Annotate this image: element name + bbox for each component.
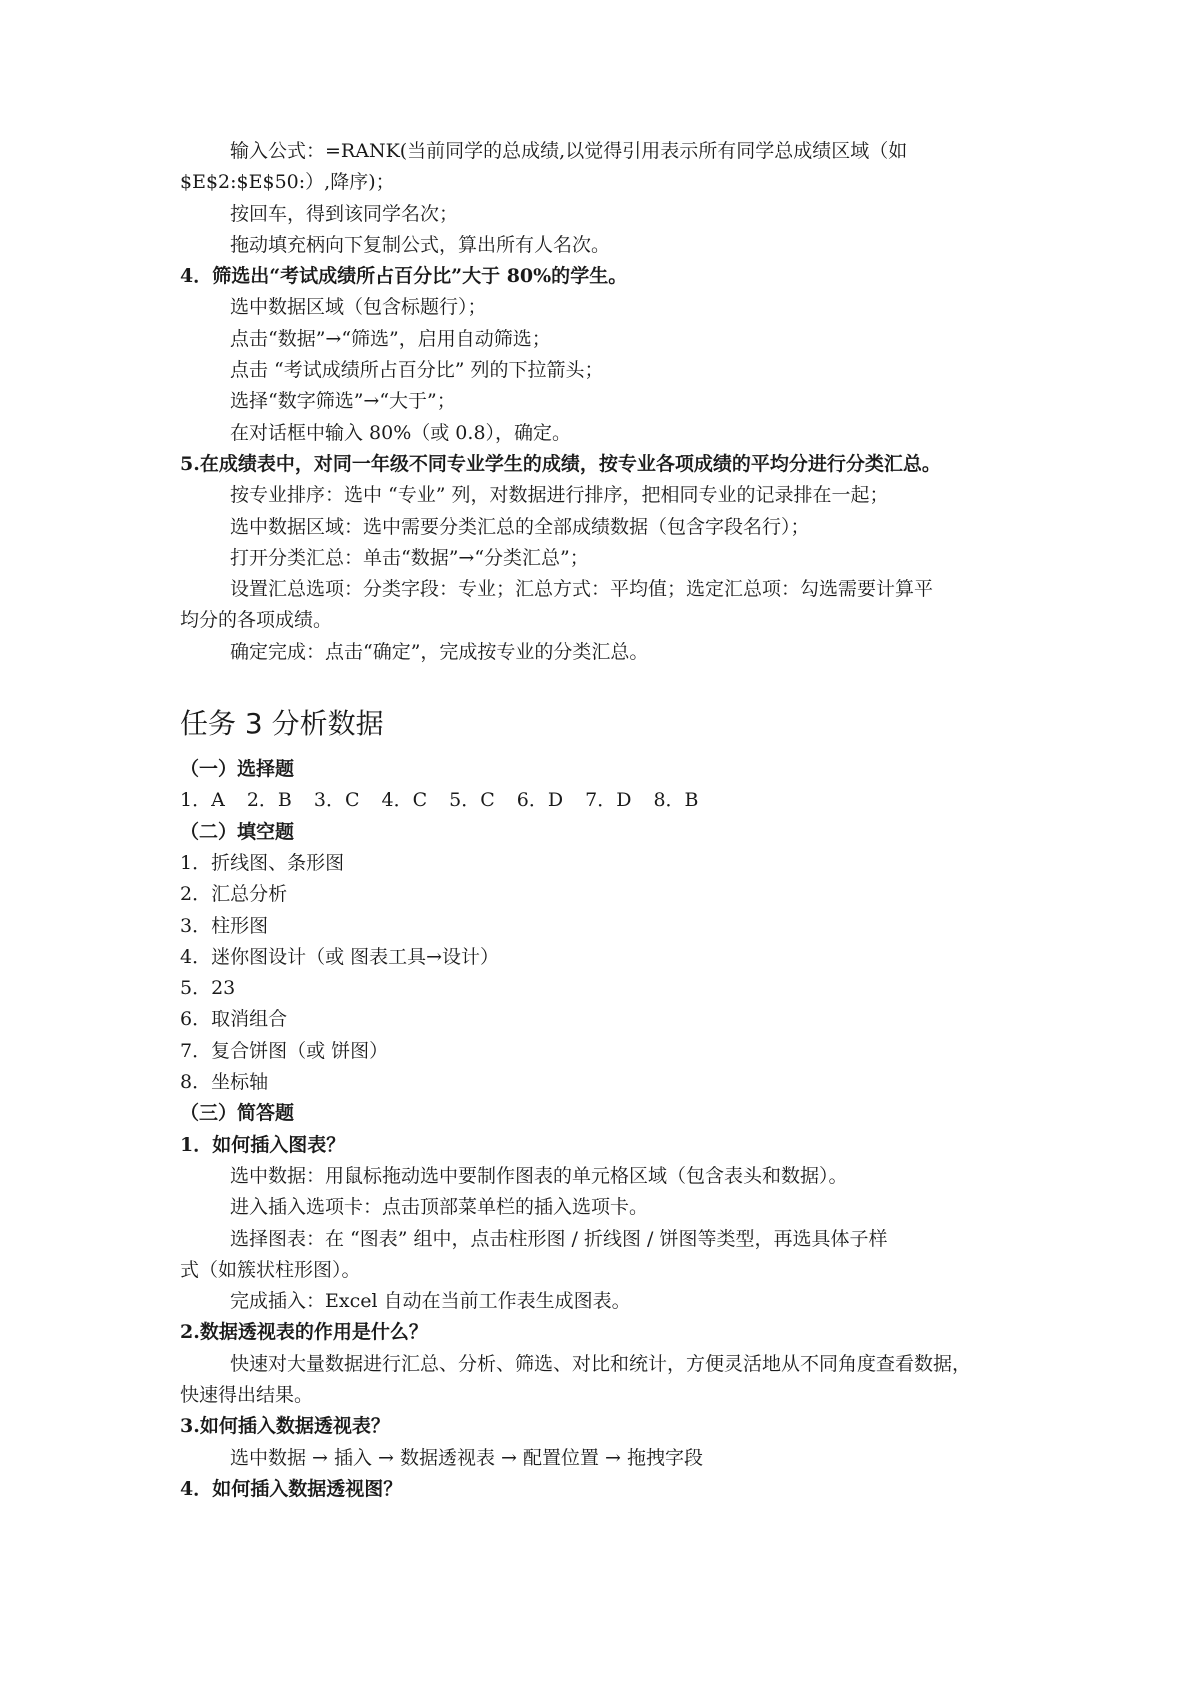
task3-text-line: 选择图表：在 “图表” 组中，点击柱形图 / 折线图 / 饼图等类型，再选具体子样	[230, 1227, 888, 1250]
task3-text-line: 式（如簇状柱形图）。	[180, 1258, 361, 1281]
choice-answer: 7．D	[585, 789, 632, 812]
task3-text-line: 选中数据：用鼠标拖动选中要制作图表的单元格区域（包含表头和数据）。	[230, 1164, 848, 1187]
choice-answer: 3．C	[313, 789, 360, 812]
choice-answer: 2．B	[246, 789, 292, 812]
task3-text-line: 3．柱形图	[180, 914, 269, 937]
previous-text-line: 选中数据区域：选中需要分类汇总的全部成绩数据（包含字段名行）；	[230, 515, 810, 538]
choice-answer: 4．C	[381, 789, 428, 812]
previous-text-line: 按专业排序：选中 “专业” 列，对数据进行排序，把相同专业的记录排在一起；	[230, 484, 889, 507]
task3-text-line: 完成插入：Excel 自动在当前工作表生成图表。	[230, 1290, 631, 1313]
task3-text-line: 6．取消组合	[180, 1008, 288, 1031]
task3-text-line: 2．汇总分析	[180, 883, 288, 906]
task3-text-line: 1．折线图、条形图	[180, 851, 345, 874]
choice-answer: 5．C	[449, 789, 495, 812]
previous-text-line: 打开分类汇总：单击“数据”→“分类汇总”；	[230, 546, 589, 569]
previous-text-line: 确定完成：点击“确定”，完成按专业的分类汇总。	[230, 640, 649, 663]
task3-text-line: 7．复合饼图（或 饼图）	[180, 1039, 389, 1062]
previous-text-line: 在对话框中输入 80%（或 0.8），确定。	[230, 421, 572, 444]
task3-answers-block	[180, 817, 1020, 1506]
choice-answer: 1．A	[180, 789, 225, 812]
task3-heading-line: 3.如何插入数据透视表？	[180, 1415, 390, 1438]
previous-text-line: 点击“数据”→“筛选”，启用自动筛选；	[230, 327, 551, 350]
task3-heading-line: 4．如何插入数据透视图？	[180, 1477, 403, 1500]
previous-text-line: 输入公式：=RANK(当前同学的总成绩,以觉得引用表示所有同学总成绩区域（如	[230, 140, 908, 162]
task3-text-line: 5．23	[180, 977, 236, 1000]
previous-text-line: 选中数据区域（包含标题行）；	[230, 296, 487, 319]
previous-text-line: 均分的各项成绩。	[180, 609, 333, 632]
previous-text-line: 点击 “考试成绩所占百分比” 列的下拉箭头；	[230, 359, 604, 382]
choice-heading: （一）选择题	[180, 758, 295, 781]
task3-heading-line: 2.数据透视表的作用是什么？	[180, 1321, 428, 1344]
previous-answers-block	[180, 136, 1020, 668]
previous-text-line: 选择“数字筛选”→“大于”；	[230, 390, 456, 413]
task3-text-line: 快速得出结果。	[180, 1383, 314, 1406]
previous-text-line: $E$2:$E$50:）,降序)；	[180, 171, 395, 194]
previous-text-line: 拖动填充柄向下复制公式，算出所有人名次。	[230, 233, 611, 256]
choice-answers-row	[180, 785, 1020, 816]
previous-heading-line: 5.在成绩表中，对同一年级不同专业学生的成绩，按专业各项成绩的平均分进行分类汇总。	[180, 452, 941, 475]
task3-text-line: 快速对大量数据进行汇总、分析、筛选、对比和统计，方便灵活地从不同角度查看数据，	[230, 1352, 972, 1375]
previous-heading-line: 4．筛选出“考试成绩所占百分比”大于 80%的学生。	[180, 265, 628, 288]
section-title: 任务 3 分析数据	[180, 707, 384, 741]
choice-answer: 6．D	[516, 789, 564, 812]
task3-heading-line: （三）简答题	[180, 1102, 295, 1125]
choice-answer: 8．B	[653, 789, 699, 812]
task3-heading-line: （二）填空题	[180, 820, 295, 843]
task3-text-line: 选中数据 → 插入 → 数据透视表 → 配置位置 → 拖拽字段	[230, 1446, 703, 1469]
previous-text-line: 按回车，得到该同学名次；	[230, 202, 459, 225]
document-page	[180, 136, 1020, 1505]
previous-text-line: 设置汇总选项：分类字段：专业；汇总方式：平均值；选定汇总项：勾选需要计算平	[230, 578, 934, 601]
task3-text-line: 进入插入选项卡：点击顶部菜单栏的插入选项卡。	[230, 1196, 649, 1219]
task3-text-line: 8．坐标轴	[180, 1071, 269, 1094]
task3-heading-line: 1．如何插入图表？	[180, 1133, 346, 1156]
task3-text-line: 4．迷你图设计（或 图表工具→设计）	[180, 945, 500, 968]
